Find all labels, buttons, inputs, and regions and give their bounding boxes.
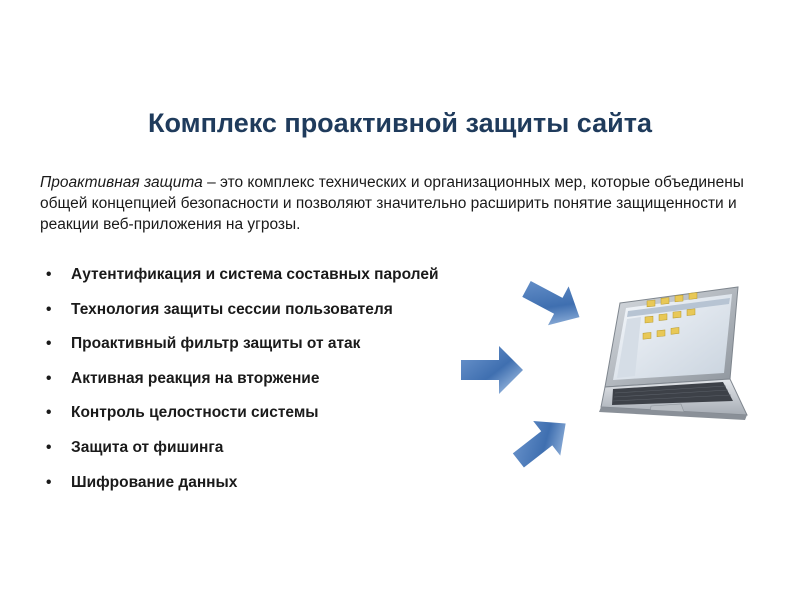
bullet-icon: • bbox=[46, 300, 52, 318]
list-item bbox=[40, 266, 438, 301]
arrow-right-icon bbox=[461, 346, 523, 394]
bullet-icon: • bbox=[46, 335, 52, 353]
arrow-right-icon bbox=[505, 406, 579, 475]
bullet-icon: • bbox=[46, 404, 52, 422]
intro-text: – это комплекс технических и организационных мер, которые объединены общей концепцией безопасности и позволяют значительно расширить понятие защищенности и реакции веб-приложения на угрозы. bbox=[40, 174, 744, 233]
list-item-text: Контроль целостности системы bbox=[71, 404, 319, 422]
arrow-right-icon bbox=[516, 275, 590, 337]
list-item bbox=[40, 404, 438, 439]
intro-paragraph bbox=[40, 172, 770, 235]
laptop-illustration bbox=[455, 275, 755, 475]
list-item-text: Активная реакция на вторжение bbox=[71, 369, 320, 387]
list-item bbox=[40, 335, 438, 370]
list-item-text: Защита от фишинга bbox=[71, 438, 224, 456]
list-item bbox=[40, 301, 438, 336]
list-item bbox=[40, 370, 438, 405]
bullet-icon: • bbox=[46, 369, 52, 387]
list-item-text: Шифрование данных bbox=[71, 473, 238, 491]
list-item-text: Проактивный фильтр защиты от атак bbox=[71, 335, 361, 353]
slide-title: Комплекс проактивной защиты сайта bbox=[148, 108, 652, 138]
feature-list bbox=[40, 266, 438, 508]
laptop-icon bbox=[599, 287, 747, 420]
bullet-icon: • bbox=[46, 473, 52, 491]
list-item bbox=[40, 439, 438, 474]
bullet-icon: • bbox=[46, 438, 52, 456]
intro-term: Проактивная защита bbox=[40, 174, 203, 191]
list-item-text: Технология защиты сессии пользователя bbox=[71, 300, 393, 318]
list-item-text: Аутентификация и система составных паролей bbox=[71, 266, 439, 283]
bullet-icon: • bbox=[46, 266, 52, 283]
list-item bbox=[40, 474, 438, 509]
